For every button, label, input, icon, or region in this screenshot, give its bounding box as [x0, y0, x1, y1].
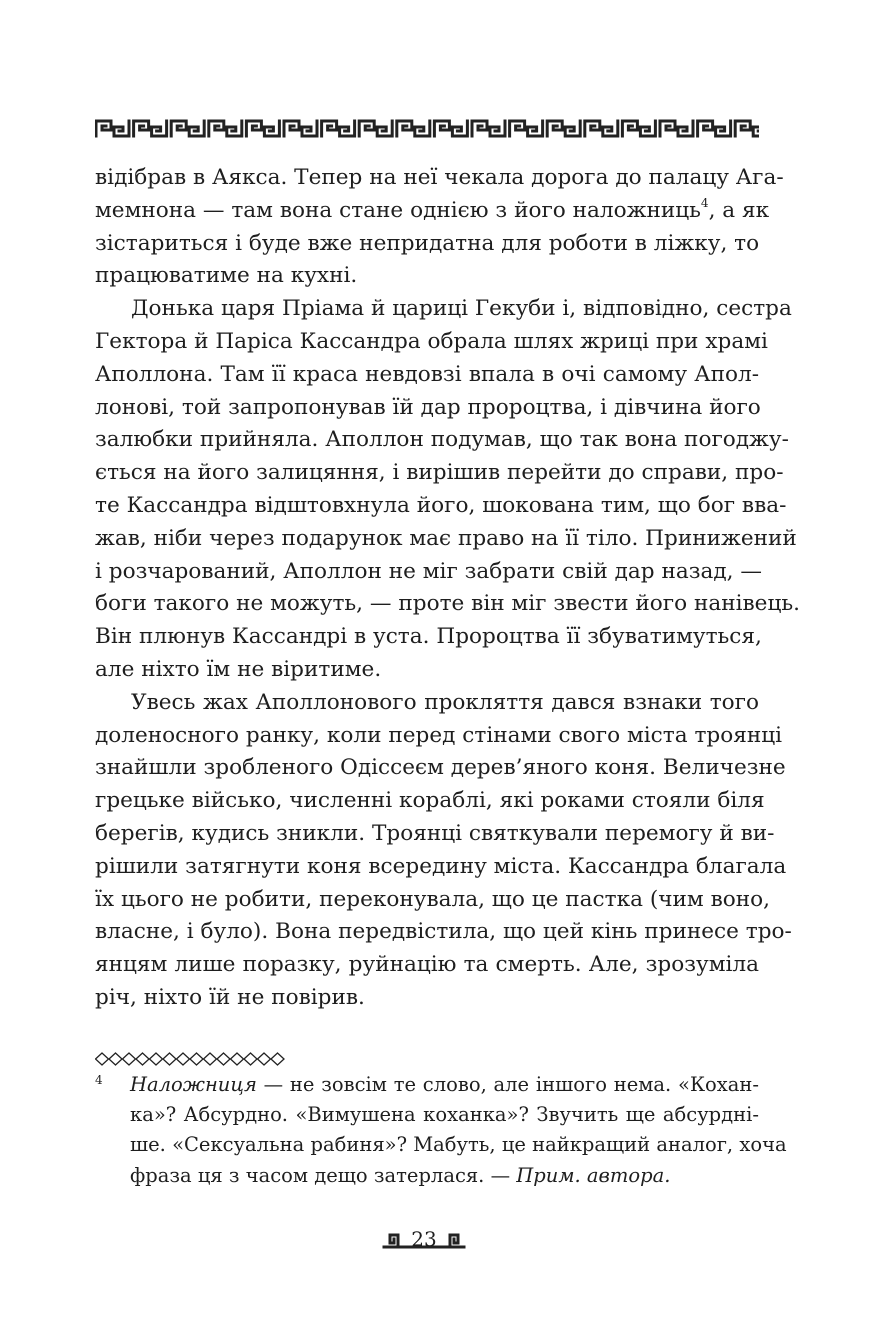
- text-line: їх цього не робити, переконувала, що це пастка (чим воно,: [95, 886, 770, 912]
- text-line: зістариться і буде вже непридатна для роботи в ліжку, то: [95, 230, 760, 256]
- diamond-ornament: [136, 1053, 149, 1065]
- text-segment: фраза ця з часом дещо затерлася. —: [130, 1163, 517, 1187]
- meander-unit: [397, 121, 430, 136]
- book-page: [95, 0, 800, 1329]
- meander-unit: [96, 121, 129, 136]
- folio: [382, 1225, 466, 1257]
- meander-unit: [134, 121, 167, 136]
- diamond-ornament: [217, 1053, 230, 1065]
- text-line: янцям лише поразку, руйнацію та смерть. Але, зрозуміла: [95, 952, 759, 978]
- meander-unit: [359, 121, 392, 136]
- text-line: берегів, кудись зникли. Троянці святкували перемогу й ви-: [95, 820, 775, 846]
- text-line: Донька царя Пріама й цариці Гекуби і, відповідно, сестра: [131, 296, 792, 322]
- text-segment: мемнона — там вона стане однією з його наложниць: [95, 197, 701, 223]
- meander-unit: [472, 121, 505, 136]
- diamond-ornament: [109, 1053, 122, 1065]
- text-line: але ніхто їм не віритиме.: [95, 656, 382, 682]
- text-segment: — не зовсім те слово, але іншого нема. «Кохан-: [256, 1073, 759, 1096]
- meander-unit: [434, 121, 467, 136]
- diamond-ornament: [258, 1053, 271, 1065]
- paragraph-1: [95, 162, 784, 293]
- text-line: річ, ніхто їй не повірив.: [95, 984, 365, 1010]
- meander-unit: [660, 121, 693, 136]
- text-line: ється на його залицяння, і вирішив перейти до справи, про-: [95, 460, 784, 486]
- diamond-ornament: [177, 1053, 190, 1065]
- footnote-line: ка»? Абсурдно. «Вимушена коханка»? Звучить ще абсурдні-: [130, 1103, 759, 1127]
- footnote-number: 4: [95, 1073, 103, 1087]
- text-line: відібрав в Аякса. Тепер на неї чекала дорога до палацу Ага-: [95, 165, 784, 190]
- diamond-ornament: [204, 1053, 217, 1065]
- meander-unit: [510, 121, 543, 136]
- text-line: те Кассандра відштовхнула його, шокована тим, що бог вва-: [95, 492, 787, 518]
- diamond-ornament: [190, 1053, 203, 1065]
- text-line: власне, і було). Вона передвістила, що цей кінь принесе тро-: [95, 919, 792, 945]
- meander-unit: [322, 121, 355, 136]
- diamond-ornament: [163, 1053, 176, 1065]
- text-line: Аполлона. Там її краса невдовзі впала в очі самому Апол-: [95, 361, 759, 387]
- footnote-ref[interactable]: 4: [700, 195, 709, 210]
- meander-unit: [585, 121, 618, 136]
- diamond-ornament: [123, 1053, 136, 1065]
- paragraph-2: [95, 293, 800, 687]
- footnote-text: [130, 1070, 787, 1191]
- text-line: Увесь жах Аполлонового прокляття дався взнаки того: [131, 689, 759, 715]
- text-line: рішили затягнути коня всередину міста. Кассандра благала: [95, 853, 787, 879]
- text-line: жав, ніби через подарунок має право на її тіло. Принижений: [95, 525, 797, 551]
- text-line: залюбки прийняла. Аполлон подумав, що так вона погоджу-: [95, 427, 789, 453]
- text-segment: , а як: [708, 197, 770, 223]
- meander-unit: [547, 121, 580, 136]
- meander-unit: [209, 121, 242, 136]
- footnote: [95, 1070, 787, 1191]
- text-line: знайшли зробленого Одіссеєм дерев’яного коня. Величезне: [95, 755, 786, 781]
- diamond-ornament: [231, 1053, 244, 1065]
- text-line: доленосного ранку, коли перед стінами свого міста троянці: [95, 722, 783, 748]
- diamond-ornament: [271, 1053, 284, 1065]
- meander-unit: [698, 121, 731, 136]
- footnote-line: [130, 1070, 759, 1100]
- diamond-ornament: [244, 1053, 257, 1065]
- meander-unit: [735, 121, 759, 136]
- text-line: лонові, той запропонував їй дар пророцтва, і дівчина його: [95, 394, 761, 420]
- main-text: [95, 162, 800, 1015]
- text-line: Гектора й Паріса Кассандра обрала шлях жриці при храмі: [95, 328, 768, 354]
- paragraph-3: [95, 687, 792, 1015]
- diamond-ornament: [150, 1053, 163, 1065]
- meander-unit: [246, 121, 279, 136]
- text-line: Він плюнув Кассандрі в уста. Пророцтва її збуватимуться,: [95, 624, 762, 650]
- meander-unit: [171, 121, 204, 136]
- text-line: боги такого не можуть, — проте він міг звести його нанівець.: [95, 591, 800, 617]
- footnote-term: Наложниця: [130, 1073, 257, 1096]
- text-line: і розчарований, Аполлон не міг забрати свій дар назад, —: [95, 558, 762, 584]
- text-line: грецьке військо, численні кораблі, які роками стояли біля: [95, 788, 765, 814]
- meander-unit: [622, 121, 655, 136]
- text-line: [95, 195, 770, 228]
- greek-key-border: [95, 117, 759, 139]
- footnote-line: ше. «Сексуальна рабиня»? Мабуть, це найкращий аналог, хоча: [130, 1133, 787, 1157]
- meander-unit: [284, 121, 317, 136]
- footnote-line: [130, 1161, 759, 1191]
- diamond-ornament: [96, 1053, 109, 1065]
- footnote-separator: [95, 1049, 291, 1069]
- page-number: 23: [411, 1227, 437, 1251]
- text-line: працюватиме на кухні.: [95, 263, 358, 289]
- author-note: Прим. автора.: [516, 1163, 671, 1187]
